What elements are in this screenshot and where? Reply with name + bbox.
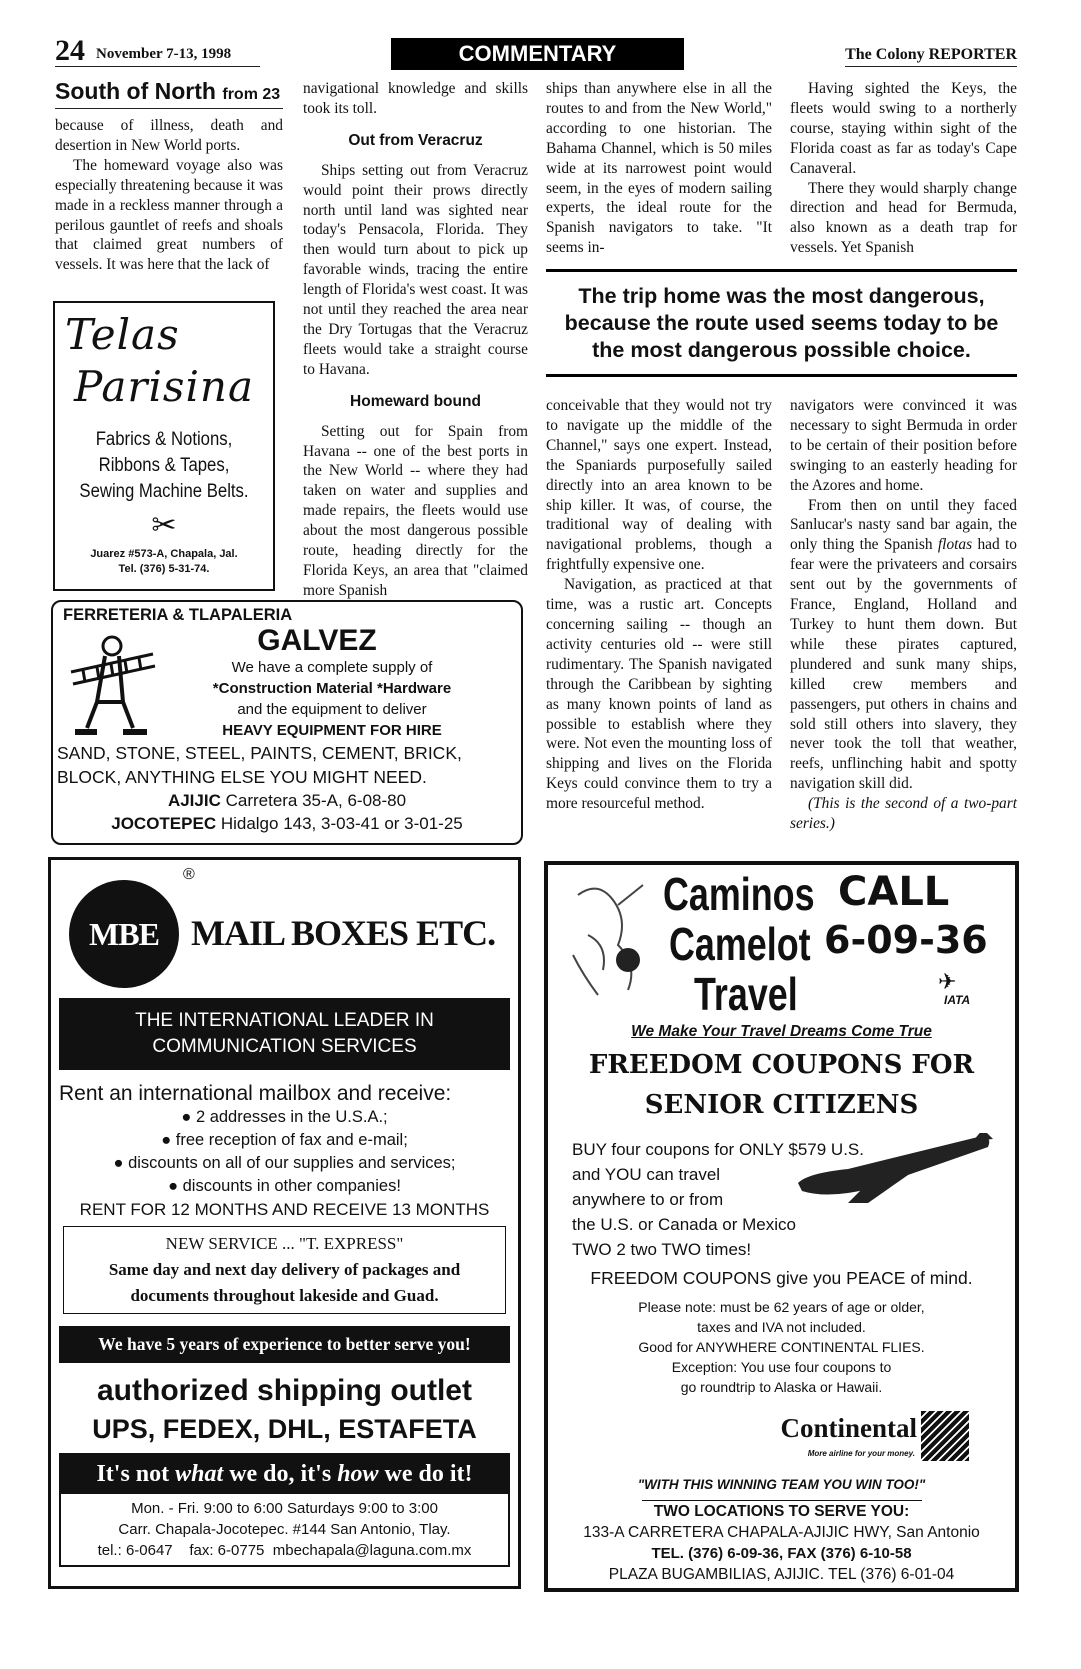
paragraph: Navigation, as practiced at that time, was a rustic art. Concepts concerning sailing -- though an activity centuries old -- were still rudimentary. The Spanish navigated through the Caribbean by sighting as many known points of land as possible to establish where they were. Not even the mounting loss of shipping and lives on the Florida Keys could convince them to try a more resourceful method.: [546, 576, 772, 813]
ad-address: Juarez #573-A, Chapala, Jal.: [90, 548, 238, 560]
benefit-item: ● discounts on all of our supplies and services;: [113, 1154, 456, 1172]
paragraph: navigational knowledge and skills took its toll.: [303, 80, 528, 117]
slogan-italic: what: [175, 1461, 224, 1487]
cam-title: [548, 1045, 1015, 1125]
section-title: COMMENTARY: [391, 38, 684, 70]
paragraph: ships than anywhere else in all the routes to and from the New World," according to one historian. The Bahama Channel, which is 50 miles wide at its narrowest point would seem, in the eyes of modern sailing experts, the ideal route for the Spanish navigators to take. "It seems in-: [546, 80, 772, 257]
cam-peace: FREEDOM COUPONS give you PEACE of mind.: [590, 1268, 973, 1288]
paragraph: There they would sharply change direction and head for Bermuda, also known as a death trap for vessels. Yet Spanish: [790, 179, 1017, 257]
jump-line: from 23: [222, 86, 281, 103]
mbe-logo-area: [51, 860, 518, 998]
benefit-item: ● discounts in other companies!: [168, 1177, 401, 1195]
cam-phone: 6-09-36: [824, 918, 988, 962]
benefit-item: ● 2 addresses in the U.S.A.;: [181, 1108, 388, 1126]
mbe-leader-band: [59, 998, 510, 1070]
slogan-italic: how: [337, 1461, 379, 1487]
cam-tagline: We Make Your Travel Dreams Come True: [631, 1023, 932, 1040]
slogan-text: we do it!: [378, 1461, 473, 1487]
mbe-logo: MBE: [69, 880, 179, 988]
ad-line: We have a complete supply of: [231, 659, 433, 676]
cam-call: CALL: [838, 869, 950, 915]
location-name: AJIJIC: [167, 791, 221, 810]
ad-line: and the equipment to deliver: [237, 701, 427, 718]
paragraph: Setting out for Spain from Havana -- one of the best ports in the New World -- where they had taken on water and supplies and made repairs, the fleets would use about the most dangerous possible route, heading directly for the Florida Keys, an area that "claimed more Spanish: [303, 422, 528, 599]
note-line: taxes and IVA not included.: [697, 1319, 866, 1335]
mbe-outlet: authorized shipping outlet: [97, 1374, 472, 1407]
cam-locations-title: TWO LOCATIONS TO SERVE YOU:: [653, 1503, 910, 1520]
benefit-text: discounts on all of our supplies and services;: [128, 1154, 456, 1172]
offer-line: TWO 2 two TWO times!: [572, 1240, 752, 1259]
offer-line: and YOU can travel: [572, 1165, 721, 1184]
cam-title-line: FREEDOM COUPONS FOR: [588, 1050, 975, 1080]
mbe-offer: RENT FOR 12 MONTHS AND RECEIVE 13 MONTHS: [79, 1200, 490, 1219]
ad-location-ajijic: [53, 789, 521, 812]
article-headline: [55, 78, 283, 109]
note-line: go roundtrip to Alaska or Hawaii.: [680, 1379, 883, 1395]
subhead: Homeward bound: [350, 392, 481, 410]
paragraph: conceivable that they would not try to navigate up the middle of the Channel," says one expert. Instead, the Spaniards purposefully sailed directly into an area known to be ship killer. It was, of course, the traditional way of dealing with navigational problems, though a frightfully expensive one.: [546, 397, 772, 574]
article-column-4-bottom: [790, 396, 1017, 834]
ad-business-name: GALVEZ: [257, 624, 377, 657]
product-line: Ribbons & Tapes,: [98, 455, 230, 476]
iata-label: IATA: [944, 993, 971, 1007]
note-line: Good for ANYWHERE CONTINENTAL FLIES.: [638, 1339, 925, 1355]
product-line: Fabrics & Notions,: [95, 429, 233, 450]
cam-name-line: Travel: [693, 968, 798, 1020]
mbe-new-service-box: [63, 1226, 506, 1314]
scissors-icon: ✂: [151, 509, 177, 542]
benefit-text: 2 addresses in the U.S.A.;: [195, 1108, 388, 1126]
slogan-text: It's not: [96, 1461, 176, 1487]
cam-location-1-phone: TEL. (376) 6-09-36, FAX (376) 6-10-58: [651, 1545, 912, 1562]
mbe-fax: fax: 6-0775: [189, 1542, 265, 1559]
airplane-illustration-icon: [788, 1133, 998, 1213]
mbe-phone: tel.: 6-0647: [97, 1542, 173, 1559]
ad-line: SAND, STONE, STEEL, PAINTS, CEMENT, BRICK,: [57, 743, 462, 763]
cam-location-1: 133-A CARRETERA CHAPALA-AJIJIC HWY, San Antonio: [583, 1524, 980, 1541]
ad-line: HEAVY EQUIPMENT FOR HIRE: [222, 722, 442, 739]
cam-logo-area: [548, 865, 1015, 1025]
ad-caminos-camelot-travel: [544, 861, 1019, 1592]
ad-galvez: [51, 600, 523, 845]
mbe-slogan-band: [59, 1453, 510, 1494]
band-line: COMMUNICATION SERVICES: [152, 1036, 417, 1057]
mbe-carriers: UPS, FEDEX, DHL, ESTAFETA: [92, 1414, 477, 1444]
knight-horse-illustration-icon: [558, 875, 668, 1005]
pull-quote-rule-bottom: [546, 374, 1017, 377]
benefit-text: free reception of fax and e-mail;: [175, 1131, 408, 1149]
article-column-1: [55, 116, 283, 275]
cam-name-line: Caminos: [663, 868, 815, 920]
mbe-name: MAIL BOXES ETC.: [191, 913, 496, 953]
continental-globe-icon: [921, 1411, 969, 1461]
series-note: (This is the second of a two-part series.): [790, 795, 1017, 833]
cam-offer: [548, 1137, 1015, 1262]
continental-logo: [548, 1407, 1015, 1469]
ad-name-line1: Telas: [65, 310, 180, 359]
ad-materials: [53, 741, 521, 789]
band-line: THE INTERNATIONAL LEADER IN: [135, 1010, 434, 1031]
ad-location-jocotepec: [53, 812, 521, 835]
globe-wings-icon: ✈: [938, 969, 957, 994]
ad-telas-parisina: [53, 301, 275, 591]
location-name: JOCOTEPEC: [111, 814, 217, 833]
mbe-address: Carr. Chapala-Jocotepec. #144 San Antonio, Tlay.: [118, 1521, 451, 1538]
note-line: Please note: must be 62 years of age or older,: [638, 1299, 925, 1315]
cam-location-2: PLAZA BUGAMBILIAS, AJIJIC. TEL (376) 6-01-04: [608, 1566, 955, 1583]
ad-name-line2: Parisina: [74, 362, 254, 411]
paragraph: The homeward voyage also was especially threatening because it was made in a reckless manner through a perilous gauntlet of reefs and shoals that claimed great numbers of vessels. It was here that the lack of: [55, 156, 283, 274]
location-detail: Carretera 35-A, 6-08-80: [220, 791, 407, 810]
airline-slogan: More airline for your money.: [807, 1449, 915, 1458]
slogan-text: we do, it's: [223, 1461, 338, 1487]
headline-text: South of North: [55, 78, 216, 104]
cam-title-line: SENIOR CITIZENS: [644, 1090, 919, 1120]
mbe-contacts: [61, 1540, 508, 1561]
paragraph: Ships setting out from Veracruz would point their prows directly north until land was sighted near today's Pensacola, Florida. They then would turn about to pick up favorable winds, tracing the entire length of Florida's west coast. It was not until they reached the area near the Dry Tortugas that the Veracruz fleets would take a straight course to Havana.: [303, 161, 528, 378]
article-column-3-top: [546, 79, 772, 258]
paragraph: navigators were convinced it was necessary to sight Bermuda in order to be certain of their position before swinging to an easterly heading for the Azores and home.: [790, 397, 1017, 494]
article-column-4-top: [790, 79, 1017, 258]
mbe-email[interactable]: mbechapala@laguna.com.mx: [272, 1542, 472, 1559]
pull-quote: The trip home was the most dangerous, because the route used seems today to be the most dangerous possible choice.: [564, 284, 999, 362]
offer-line: the U.S. or Canada or Mexico: [572, 1215, 796, 1234]
new-service-title: NEW SERVICE ... "T. EXPRESS": [165, 1234, 404, 1253]
airline-name: Continental: [780, 1413, 917, 1443]
paragraph: because of illness, death and desertion in New World ports.: [55, 117, 283, 154]
ad-business-type: FERRETERIA & TLAPALERIA: [63, 606, 293, 624]
mbe-benefits-list: [51, 1106, 518, 1198]
ad-line: BLOCK, ANYTHING ELSE YOU MIGHT NEED.: [57, 767, 427, 787]
ad-mail-boxes-etc: [48, 857, 521, 1589]
benefit-text: discounts in other companies!: [182, 1177, 401, 1195]
paragraph: [790, 496, 1017, 795]
mbe-contact-box: [59, 1494, 510, 1567]
offer-line: BUY four coupons for ONLY $579 U.S.: [572, 1140, 864, 1159]
mbe-experience-band: We have 5 years of experience to better serve you!: [59, 1326, 510, 1363]
pull-quote-rule-top: [546, 269, 1017, 272]
article-column-2: [303, 79, 528, 601]
issue-date: November 7-13, 1998: [96, 46, 232, 62]
product-line: Sewing Machine Belts.: [79, 481, 249, 502]
article-column-3-bottom: [546, 396, 772, 814]
paragraph: Having sighted the Keys, the fleets would swing to a northerly course, staying within sight of the Florida coast as far as today's Cape Canaveral.: [790, 80, 1017, 177]
worker-carrying-ladder-icon: [67, 632, 157, 742]
header-rule: [55, 66, 260, 67]
benefit-item: ● free reception of fax and e-mail;: [161, 1131, 408, 1149]
ad-products: [68, 427, 260, 505]
paper-name: The Colony REPORTER: [845, 46, 1017, 67]
ad-line: *Construction Material *Hardware: [212, 680, 452, 697]
italic-text: flotas: [937, 536, 973, 554]
text: had to fear were the privateers and corsairs sent out by the governments of France, England, Holland and Turkey to hunt them down. But while these pirates captured, plundered and sunk many ships, killed crew members and passengers, put others in chains and sold still others into slavery, they never took the toll that weather, reefs, unflinching habit and spotty navigation skill did.: [790, 536, 1017, 793]
mbe-rent-heading: Rent an international mailbox and receive:: [59, 1082, 452, 1105]
new-service-desc: Same day and next day delivery of packages and documents throughout lakeside and Guad.: [108, 1260, 461, 1305]
ad-phone: Tel. (376) 5-31-74.: [118, 563, 210, 575]
cam-name-line: Camelot: [669, 918, 811, 970]
offer-line: anywhere to or from: [572, 1190, 724, 1209]
subhead: Out from Veracruz: [348, 131, 483, 149]
cam-notes: [548, 1297, 1015, 1397]
text: From then on until they faced Sanlucar's nasty sand bar again, the only thing the Spanish: [790, 496, 1017, 554]
cam-win: "WITH THIS WINNING TEAM YOU WIN TOO!": [637, 1477, 926, 1492]
location-detail: Hidalgo 143, 3-03-41 or 3-01-25: [216, 814, 463, 833]
note-line: Exception: You use four coupons to: [671, 1359, 892, 1375]
registered-mark: ®: [183, 866, 195, 883]
mbe-hours: Mon. - Fri. 9:00 to 6:00 Saturdays 9:00 to 3:00: [131, 1500, 438, 1517]
page-number: 24: [55, 34, 85, 67]
